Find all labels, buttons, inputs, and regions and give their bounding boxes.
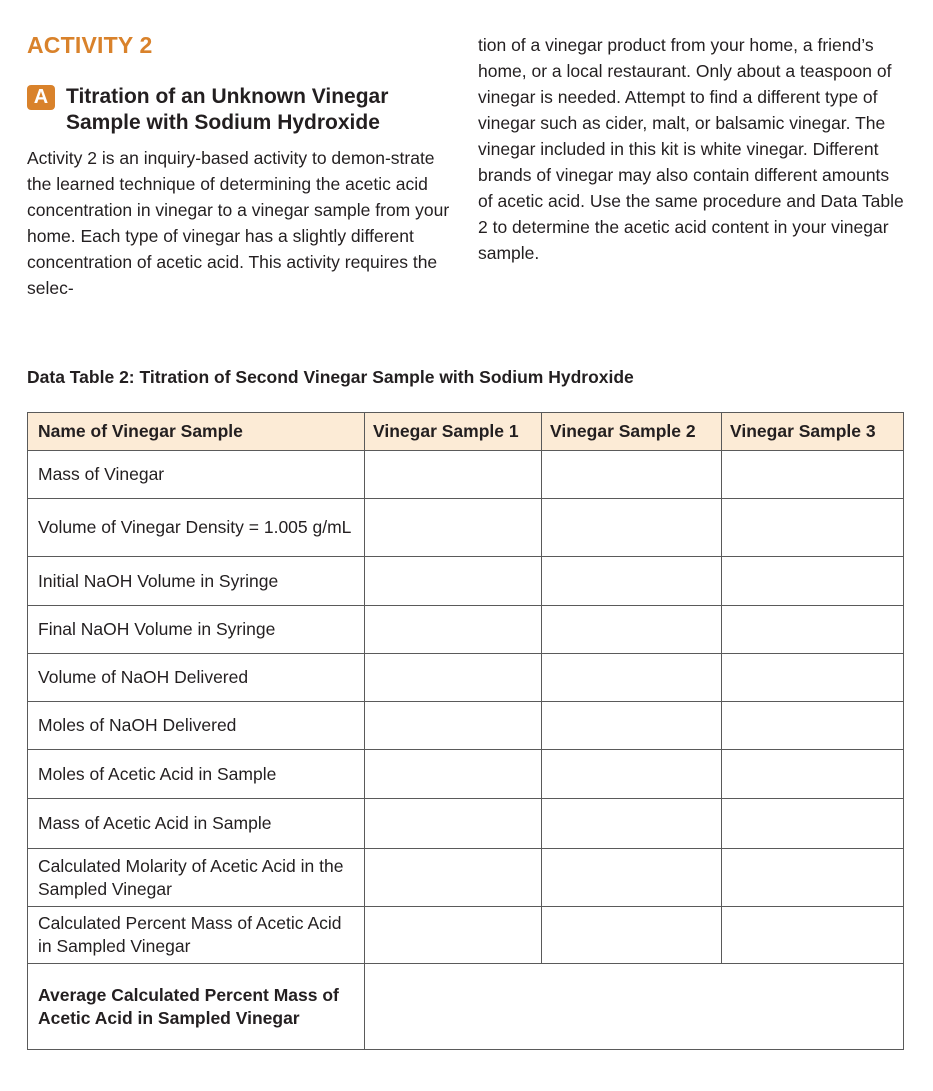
table-row	[28, 499, 904, 557]
cell-sample-2	[542, 557, 722, 606]
table-summary-row	[28, 964, 904, 1050]
row-label-calculated-molarity: Calculated Molarity of Acetic Acid in the Sampled Vinegar	[28, 849, 365, 907]
cell-sample-1	[365, 451, 542, 499]
cell-sample-3	[722, 750, 904, 799]
cell-sample-3	[722, 799, 904, 849]
table-row	[28, 799, 904, 849]
cell-sample-2	[542, 849, 722, 907]
section-badge: A	[27, 85, 55, 110]
header-vinegar-sample-3: Vinegar Sample 3	[722, 413, 904, 451]
cell-sample-2	[542, 702, 722, 750]
header-vinegar-sample-2: Vinegar Sample 2	[542, 413, 722, 451]
cell-sample-1	[365, 799, 542, 849]
table-row	[28, 557, 904, 606]
cell-sample-2	[542, 907, 722, 964]
cell-sample-2	[542, 499, 722, 557]
table-row	[28, 750, 904, 799]
cell-sample-1	[365, 849, 542, 907]
cell-sample-2	[542, 451, 722, 499]
cell-sample-3	[722, 849, 904, 907]
table-header-row	[28, 413, 904, 451]
cell-sample-1	[365, 557, 542, 606]
row-label-volume-of-naoh-delivered: Volume of NaOH Delivered	[28, 654, 365, 702]
row-label-average-percent-mass: Average Calculated Percent Mass of Acetic Acid in Sampled Vinegar	[28, 964, 365, 1050]
cell-sample-2	[542, 750, 722, 799]
header-vinegar-sample-1: Vinegar Sample 1	[365, 413, 542, 451]
row-label-final-naoh-volume: Final NaOH Volume in Syringe	[28, 606, 365, 654]
row-label-mass-of-acetic-acid: Mass of Acetic Acid in Sample	[28, 799, 365, 849]
cell-sample-2	[542, 606, 722, 654]
intro-paragraph-right: tion of a vinegar product from your home, a friend’s home, or a local restaurant. Only about a teaspoon of vinegar is needed. Attempt to find a different type of vinegar such as cider, malt, or balsamic vinegar. The vinegar included in this kit is white vinegar. Different brands of vinegar may also contain different amounts of acetic acid. Use the same procedure and Data Table 2 to determine the acetic acid content in your vinegar sample.	[478, 35, 904, 263]
table-row	[28, 849, 904, 907]
intro-paragraph-left: Activity 2 is an inquiry-based activity to demon-strate the learned technique of determining the acetic acid concentration in vinegar to a vinegar sample from your home. Each type of vinegar has a slightly different concentration of acetic acid. This activity requires the selec-	[27, 148, 450, 298]
table-caption: Data Table 2: Titration of Second Vinegar Sample with Sodium Hydroxide	[27, 367, 634, 387]
cell-sample-3	[722, 654, 904, 702]
table-row	[28, 451, 904, 499]
row-label-volume-of-vinegar: Volume of Vinegar Density = 1.005 g/mL	[28, 499, 365, 557]
cell-sample-1	[365, 499, 542, 557]
data-table	[27, 412, 904, 1050]
row-label-mass-of-vinegar: Mass of Vinegar	[28, 451, 365, 499]
cell-sample-1	[365, 907, 542, 964]
activity-heading: ACTIVITY 2	[27, 32, 153, 58]
cell-sample-1	[365, 606, 542, 654]
cell-sample-3	[722, 499, 904, 557]
section-title: Titration of an Unknown Vinegar Sample with Sodium Hydroxide	[66, 85, 389, 134]
cell-sample-3	[722, 907, 904, 964]
cell-sample-2	[542, 654, 722, 702]
row-label-moles-of-naoh-delivered: Moles of NaOH Delivered	[28, 702, 365, 750]
cell-average-value	[365, 964, 904, 1050]
table-row	[28, 654, 904, 702]
table-row	[28, 907, 904, 964]
cell-sample-1	[365, 654, 542, 702]
cell-sample-3	[722, 606, 904, 654]
cell-sample-1	[365, 750, 542, 799]
row-label-moles-of-acetic-acid: Moles of Acetic Acid in Sample	[28, 750, 365, 799]
cell-sample-1	[365, 702, 542, 750]
cell-sample-3	[722, 557, 904, 606]
cell-sample-2	[542, 799, 722, 849]
table-row	[28, 702, 904, 750]
row-label-calculated-percent-mass: Calculated Percent Mass of Acetic Acid in Sampled Vinegar	[28, 907, 365, 964]
row-label-initial-naoh-volume: Initial NaOH Volume in Syringe	[28, 557, 365, 606]
cell-sample-3	[722, 451, 904, 499]
table-row	[28, 606, 904, 654]
header-name-of-vinegar-sample: Name of Vinegar Sample	[28, 413, 365, 451]
cell-sample-3	[722, 702, 904, 750]
